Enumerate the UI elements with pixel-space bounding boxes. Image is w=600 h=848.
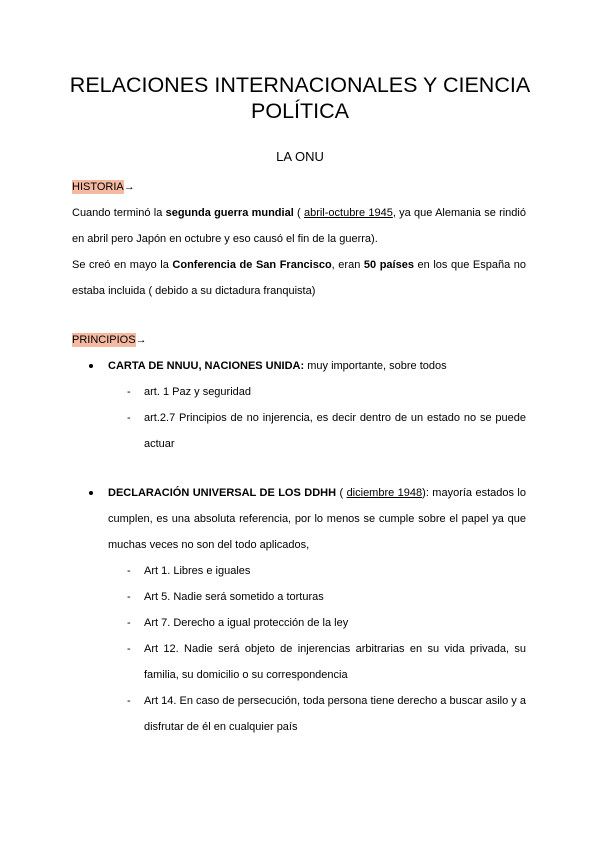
arrow-icon: →	[123, 181, 135, 193]
carta-block	[72, 353, 526, 457]
arrow-icon: →	[135, 334, 147, 346]
bold-text: segunda guerra mundial	[165, 207, 294, 219]
historia-paragraph-2: Se creó en mayo la Conferencia de San Francisco, eran 50 países en los que España no estaba incluida ( debido a su dictadura franquista)	[72, 259, 526, 297]
dash-icon: -	[127, 386, 131, 398]
underlined-text: diciembre 1948	[346, 487, 423, 499]
bold-text: DECLARACIÓN UNIVERSAL DE LOS DDHH	[108, 487, 337, 499]
page-subtitle: LA ONU	[276, 149, 324, 164]
historia-paragraph-1: Cuando terminó la segunda guerra mundial ( abril-octubre 1945, ya que Alemania se rindió en abril pero Japón en octubre y eso causó el fin de la guerra).	[72, 207, 526, 245]
dash-icon: -	[127, 617, 131, 629]
sub-list-item: - Art 1. Libres e iguales	[72, 558, 526, 584]
historia-label: HISTORIA	[72, 181, 124, 193]
dash-icon: -	[127, 695, 131, 707]
section-heading-principios	[72, 334, 147, 346]
dash-icon: -	[127, 591, 131, 603]
sub-list-item: - art.2.7 Principios de no injerencia, es decir dentro de un estado no se puede actuar	[72, 405, 526, 457]
bold-text: 50 países	[363, 259, 414, 271]
declaracion-block	[72, 480, 526, 740]
dash-icon: -	[127, 565, 131, 577]
page-title: RELACIONES INTERNACIONALES Y CIENCIA POLÍTICA	[69, 73, 531, 123]
dash-icon: -	[127, 412, 131, 424]
bullet-item: CARTA DE NNUU, NACIONES UNIDA: muy importante, sobre todos	[72, 353, 526, 379]
sub-list-item: - Art 12. Nadie será objeto de injerencias arbitrarias en su vida privada, su familia, su domicilio o su correspondencia	[72, 636, 526, 688]
dash-icon: -	[127, 643, 131, 655]
bold-text: CARTA DE NNUU, NACIONES UNIDA:	[108, 360, 305, 372]
bullet-icon	[89, 364, 93, 368]
section-heading-historia	[72, 181, 135, 193]
underlined-text: abril-octubre 1945	[303, 207, 393, 219]
bold-text: Conferencia de San Francisco	[172, 259, 332, 271]
sub-list-item: - Art 14. En caso de persecución, toda persona tiene derecho a buscar asilo y a disfrutar de él en cualquier país	[72, 688, 526, 740]
bullet-icon	[89, 491, 93, 495]
principios-label: PRINCIPIOS	[72, 334, 136, 346]
sub-list-item: - art. 1 Paz y seguridad	[72, 379, 526, 405]
sub-list-item: - Art 7. Derecho a igual protección de la ley	[72, 610, 526, 636]
sub-list-item: - Art 5. Nadie será sometido a torturas	[72, 584, 526, 610]
bullet-item: DECLARACIÓN UNIVERSAL DE LOS DDHH ( diciembre 1948): mayoría estados lo cumplen, es una absoluta referencia, por lo menos se cumple sobre el papel ya que muchas veces no son del todo aplicados,	[72, 480, 526, 558]
